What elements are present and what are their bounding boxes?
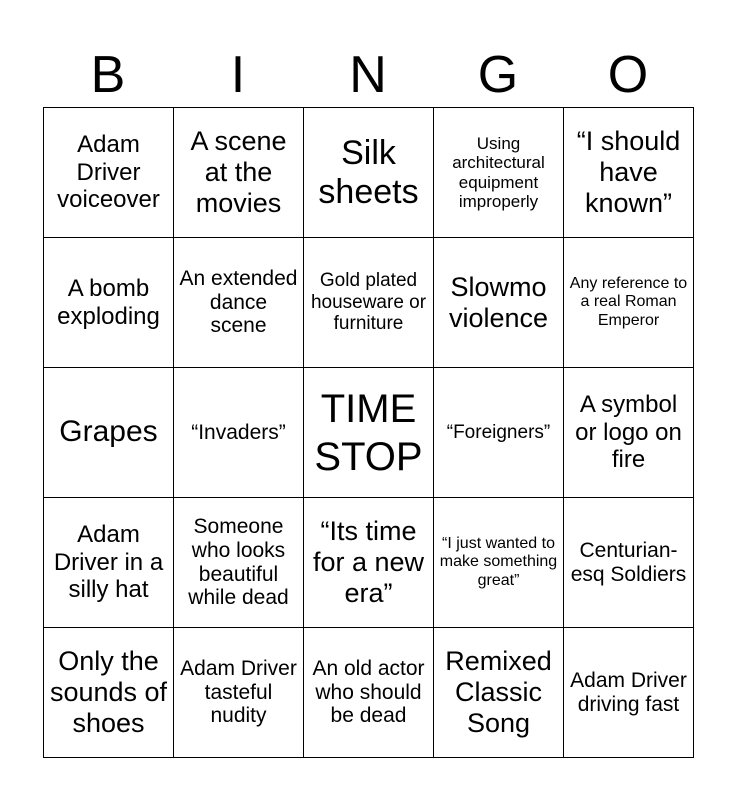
bingo-header (43, 42, 693, 108)
bingo-grid (43, 107, 694, 758)
bingo-cell[interactable]: Slowmo violence (434, 238, 564, 368)
bingo-cell[interactable]: Adam Driver tasteful nudity (174, 628, 304, 758)
header-letter-g: G (477, 46, 519, 104)
bingo-cell[interactable]: Centurian-esq Soldiers (564, 498, 694, 628)
bingo-cell[interactable]: Only the sounds of shoes (44, 628, 174, 758)
bingo-cell[interactable]: Remixed Classic Song (434, 628, 564, 758)
bingo-cell[interactable]: Adam Driver in a silly hat (44, 498, 174, 628)
header-letter-o: O (607, 46, 649, 104)
bingo-cell[interactable]: Any reference to a real Roman Emperor (564, 238, 694, 368)
free-space-cell[interactable]: TIME STOP (304, 368, 434, 498)
bingo-cell[interactable]: Adam Driver voiceover (44, 108, 174, 238)
header-letter-i: I (230, 46, 246, 104)
bingo-cell[interactable]: Adam Driver driving fast (564, 628, 694, 758)
bingo-cell[interactable]: “Foreigners” (434, 368, 564, 498)
bingo-cell[interactable]: “I should have known” (564, 108, 694, 238)
bingo-cell[interactable]: Grapes (44, 368, 174, 498)
bingo-cell[interactable]: A bomb exploding (44, 238, 174, 368)
bingo-cell[interactable]: Gold plated houseware or furniture (304, 238, 434, 368)
bingo-cell[interactable]: “Invaders” (174, 368, 304, 498)
bingo-cell[interactable]: Silk sheets (304, 108, 434, 238)
bingo-cell[interactable]: An old actor who should be dead (304, 628, 434, 758)
grid-row (44, 238, 694, 368)
bingo-cell[interactable]: An extended dance scene (174, 238, 304, 368)
bingo-cell[interactable]: “I just wanted to make something great” (434, 498, 564, 628)
grid-row (44, 108, 694, 238)
grid-row (44, 498, 694, 628)
header-letter-n: N (349, 46, 387, 104)
bingo-cell[interactable]: Someone who looks beautiful while dead (174, 498, 304, 628)
bingo-cell[interactable]: A symbol or logo on fire (564, 368, 694, 498)
bingo-cell[interactable]: Using architectural equipment improperly (434, 108, 564, 238)
grid-row (44, 368, 694, 498)
bingo-cell[interactable]: “Its time for a new era” (304, 498, 434, 628)
bingo-cell[interactable]: A scene at the movies (174, 108, 304, 238)
header-letter-b: B (90, 46, 126, 104)
grid-row (44, 628, 694, 758)
